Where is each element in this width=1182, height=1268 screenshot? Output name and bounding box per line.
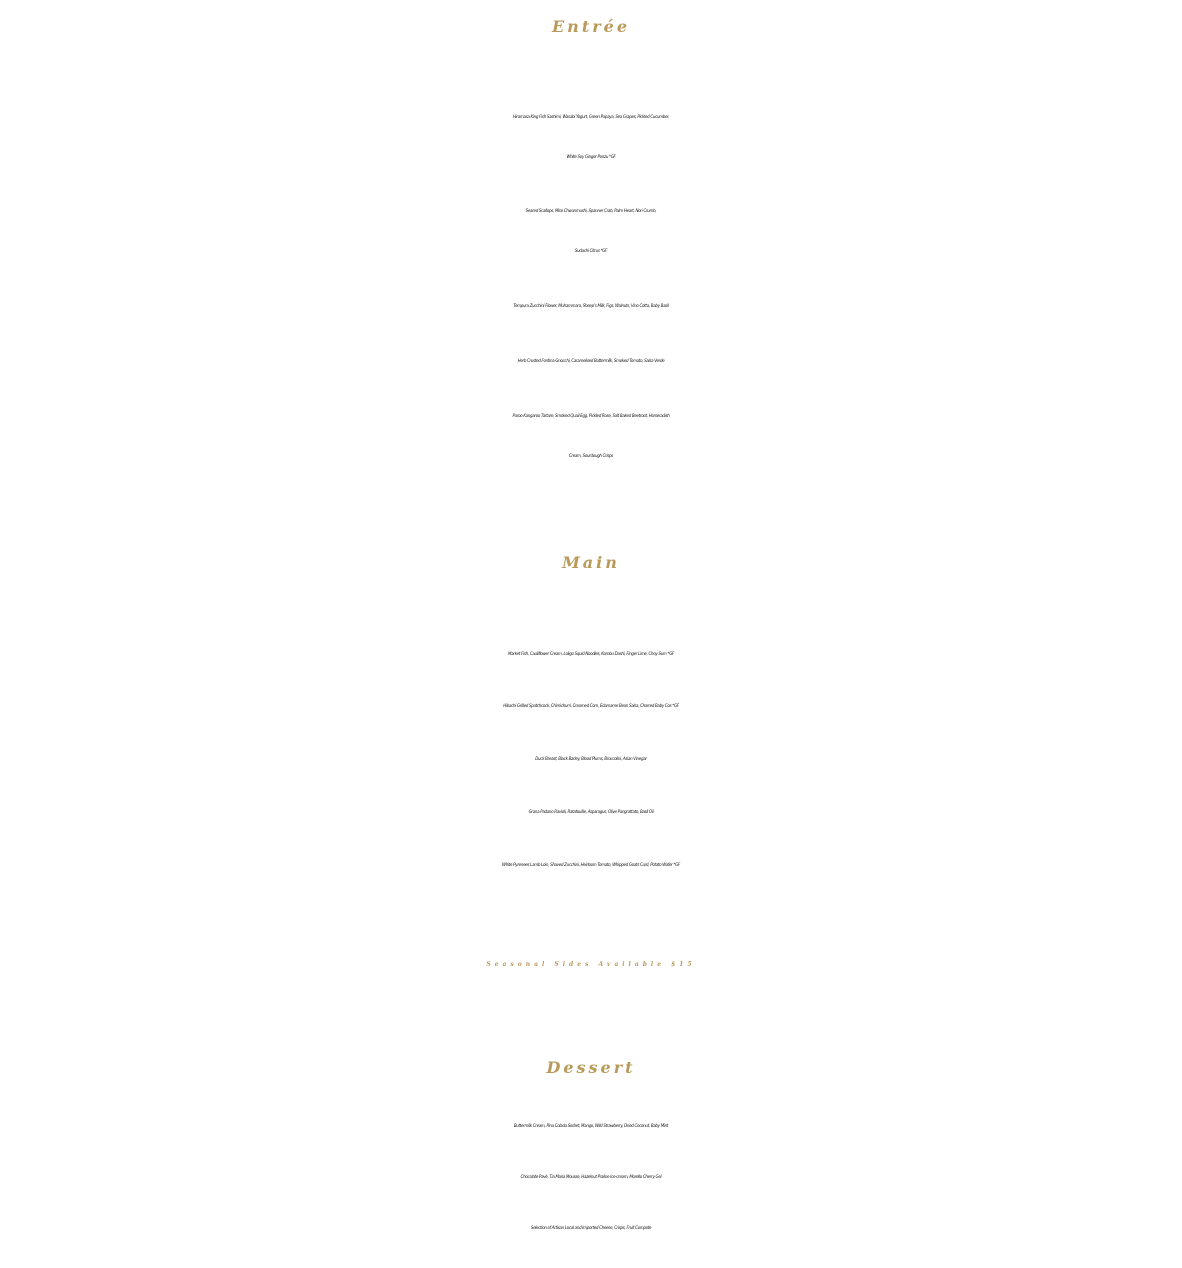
- main-item-line: White Pyrenees Lamb Loin, Shaved Zucchini, Heirloom Tomato, Whipped Goats Curd, Potato Wafer *GF: [502, 862, 680, 867]
- entree-item: [0, 191, 1182, 271]
- entree-item: [0, 396, 1182, 476]
- main-heading: Main: [562, 553, 620, 572]
- dessert-item: [0, 1106, 1182, 1146]
- entree-item-line: Herb Crusted Fontina Gnocchi, Caramelised Buttermilk, Smoked Tomato, Salsa Verde: [517, 358, 665, 363]
- dessert-item: [0, 1157, 1182, 1197]
- main-item: [0, 686, 1182, 726]
- entree-item-line: Cream, Sourdough Crisps: [568, 453, 614, 458]
- main-item-line: Grana Padano Ravioli, Ratatouille, Asparagus, Olive Pangrattato, Basil Oil: [528, 809, 654, 814]
- entree-item-line: Sudachi Citrus *GF: [574, 248, 608, 253]
- main-item: [0, 845, 1182, 885]
- main-item-line: Hibachi Grilled Spatchcock, Chimichurri, Creamed Corn, Edamame Bean Salsa, Charred Baby Cos *GF: [503, 703, 679, 708]
- dessert-item-line: Selection of Artisan Local and Imported Cheese, Crisps, Fruit Compote: [530, 1225, 652, 1230]
- entree-item: [0, 97, 1182, 177]
- entree-item-line: White Soy Ginger Ponzu *GF: [566, 154, 616, 159]
- dessert-item-line: Buttermilk Cream, Pina Colada Sorbet, Mango, Wild Strawberry, Dried Coconut, Baby Mint: [513, 1123, 669, 1128]
- dessert-heading: Dessert: [546, 1058, 636, 1077]
- main-item: [0, 634, 1182, 674]
- dessert-item: [0, 1208, 1182, 1248]
- entree-item-line: Seared Scallops, Miso Chwanmushi, Spanner Crab, Palm Heart, Nori Crumb,: [525, 208, 657, 213]
- entree-heading: Entrée: [551, 17, 630, 36]
- main-item-line: Duck Breast, Black Barley, Blood Plums, Broccolini, Asian Vinegar: [535, 756, 647, 761]
- entree-item: [0, 286, 1182, 326]
- entree-item-line: Tempura Zucchini Flower, Muhammara, Sheep’s Milk, Figs, Walnuts, Vino Cotta, Baby Basil: [513, 303, 669, 308]
- entree-item-line: Paroo Kangaroo Tartare, Smoked Quail Egg, Pickled Rose, Salt Baked Beetroot, Horseradish: [512, 413, 670, 418]
- dessert-item-line: Chocolate Pavè, Tia Maria Mousse, Hazelnut Praline Ice-cream, Morello Cherry Gel: [520, 1174, 662, 1179]
- entree-item: [0, 341, 1182, 381]
- main-item: [0, 792, 1182, 832]
- main-item-line: Market Fish, Cauliflower Cream, Loligo Squid Noodles, Kombu Dashi, Finger Lime, Choy Sum *GF: [508, 651, 674, 656]
- entree-item-line: Hiramasa King Fish Sashimi, Wasabi Yogurt, Green Papaya, Sea Grapes, Pickled Cucumber,: [512, 114, 670, 119]
- seasonal-sides-note: Seasonal Sides Available $15: [486, 961, 696, 968]
- main-item: [0, 739, 1182, 779]
